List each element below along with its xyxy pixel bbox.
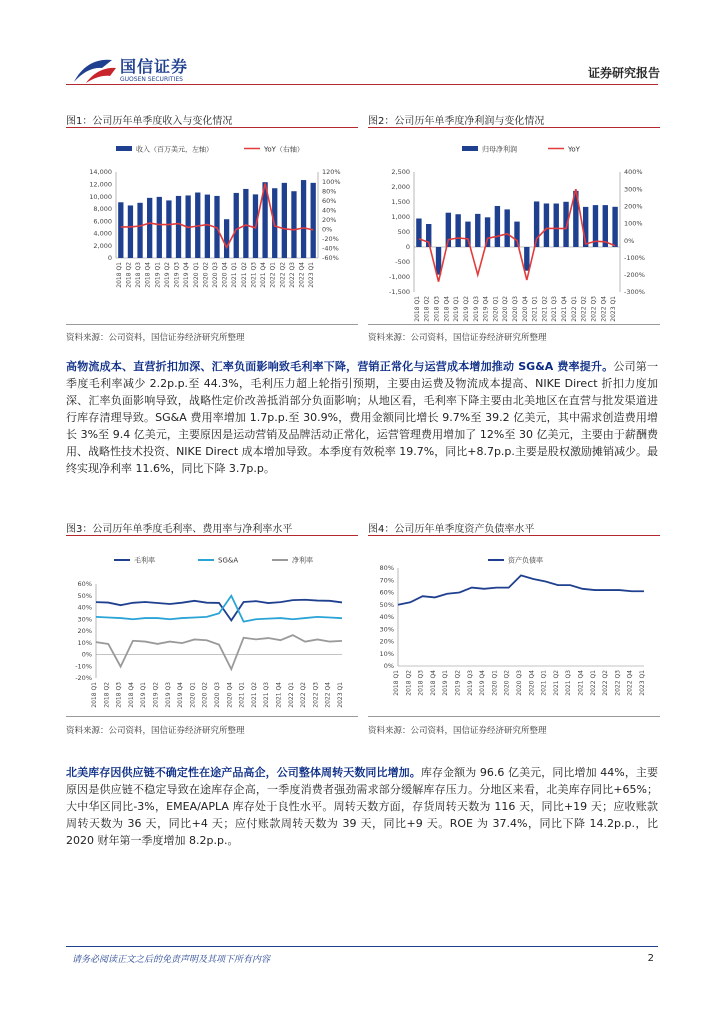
revenue-bar	[612, 207, 617, 247]
revenue-bar	[455, 214, 460, 247]
x-tick-label: 2018 Q3	[417, 670, 425, 696]
x-tick-label: 2018 Q1	[115, 262, 123, 288]
revenue-bar	[243, 189, 248, 258]
y-left-tick-label: 2,500	[391, 168, 410, 177]
x-tick-label: 2019 Q4	[183, 262, 191, 288]
y-tick-label: 80%	[379, 564, 394, 573]
x-tick-label: 2023 Q1	[610, 296, 618, 322]
y-right-tick-label: -200%	[624, 271, 645, 280]
x-tick-label: 2021 Q4	[260, 262, 268, 288]
legend-label: 净利率	[292, 556, 313, 565]
revenue-bar	[495, 206, 500, 247]
revenue-bar	[416, 219, 421, 248]
y-left-tick-label: 10,000	[89, 192, 112, 201]
y-tick-label: 50%	[379, 600, 394, 609]
y-left-tick-label: 12,000	[89, 180, 112, 189]
x-tick-label: 2023 Q1	[639, 670, 646, 696]
x-tick-label: 2022 Q1	[570, 296, 578, 322]
figure4-title: 图4：公司历年单季度资产负债率水平	[368, 524, 535, 535]
x-tick-label: 2018 Q1	[393, 670, 400, 696]
legend-line-label: YoY（右轴）	[264, 145, 304, 154]
x-tick-label: 2019 Q1	[442, 670, 450, 696]
x-tick-label: 2022 Q2	[279, 262, 287, 288]
footer-rule	[66, 946, 658, 947]
x-tick-label: 2020 Q4	[226, 682, 234, 708]
figure3-source: 资料来源：公司资料，国信证券经济研究所整理	[66, 726, 245, 736]
paragraph-inventory	[66, 764, 658, 849]
x-tick-label: 2019 Q1	[154, 262, 162, 288]
x-tick-label: 2020 Q4	[521, 296, 529, 322]
revenue-bar	[563, 202, 568, 247]
x-tick-label: 2020 Q4	[221, 262, 229, 288]
x-tick-label: 2022 Q3	[312, 682, 320, 708]
legend-label: SG&A	[218, 556, 239, 565]
y-tick-label: 0%	[81, 650, 92, 659]
figure2-source: 资料来源：公司资料，国信证券经济研究所整理	[368, 333, 547, 343]
x-tick-label: 2020 Q1	[189, 682, 197, 708]
x-tick-label: 2022 Q3	[614, 670, 622, 696]
x-tick-label: 2023 Q1	[308, 262, 316, 288]
figure2-rule	[368, 127, 660, 128]
footer-disclaimer: 请务必阅读正文之后的免责声明及其项下所有内容	[72, 955, 271, 965]
revenue-bar	[224, 219, 229, 258]
x-tick-label: 2018 Q2	[405, 670, 413, 696]
net-income-chart	[368, 132, 660, 322]
x-tick-label: 2019 Q1	[140, 682, 148, 708]
x-tick-label: 2023 Q1	[337, 682, 344, 708]
revenue-bar	[157, 197, 162, 258]
y-left-tick-label: 14,000	[89, 168, 112, 177]
y-tick-label: 50%	[77, 591, 92, 600]
x-tick-label: 2021 Q2	[250, 682, 258, 708]
x-tick-label: 2021 Q3	[551, 296, 559, 322]
header-rule	[66, 84, 658, 85]
paragraph-margins-lead: 高物流成本、直营折扣加深、汇率负面影响致毛利率下降，营销正常化与运营成本增加推动 SG&A 费率提升。	[66, 360, 614, 373]
revenue-bar	[128, 205, 133, 258]
revenue-bar	[603, 205, 608, 247]
x-tick-label: 2022 Q4	[298, 262, 306, 288]
y-tick-label: 30%	[379, 625, 394, 634]
x-tick-label: 2022 Q2	[580, 296, 588, 322]
x-tick-label: 2022 Q1	[269, 262, 277, 288]
revenue-bar	[475, 214, 480, 247]
revenue-bar	[137, 203, 142, 258]
revenue-bar	[147, 198, 152, 258]
revenue-bar	[301, 180, 306, 258]
y-right-tick-label: 0%	[322, 225, 333, 234]
y-left-tick-label: -500	[395, 258, 410, 267]
x-tick-label: 2020 Q1	[192, 262, 200, 288]
x-tick-label: 2020 Q3	[516, 670, 523, 696]
x-tick-label: 2019 Q2	[152, 682, 160, 708]
x-tick-label: 2021 Q4	[577, 670, 585, 696]
y-right-tick-label: -100%	[624, 253, 645, 262]
y-tick-label: 30%	[77, 615, 92, 624]
x-tick-label: 2019 Q3	[466, 670, 474, 696]
x-tick-label: 2021 Q4	[561, 296, 569, 322]
x-tick-label: 2022 Q1	[287, 682, 295, 708]
x-tick-label: 2022 Q3	[590, 296, 598, 322]
revenue-bar	[554, 204, 559, 247]
y-right-tick-label: 60%	[322, 196, 337, 205]
x-tick-label: 2021 Q2	[541, 296, 549, 322]
y-tick-label: 60%	[379, 588, 394, 597]
y-right-tick-label: 120%	[322, 168, 341, 177]
y-tick-label: -20%	[75, 674, 92, 683]
y-left-tick-label: 0	[107, 254, 112, 263]
series-line	[398, 575, 644, 604]
brand-name-en: GUOSEN SECURITIES	[120, 76, 183, 83]
y-tick-label: 60%	[77, 580, 92, 589]
y-left-tick-label: 4,000	[93, 229, 112, 238]
x-tick-label: 2018 Q4	[429, 670, 437, 696]
x-tick-label: 2019 Q1	[453, 296, 461, 322]
revenue-bar	[282, 183, 287, 258]
y-right-tick-label: 80%	[322, 187, 337, 196]
y-right-tick-label: -60%	[322, 254, 339, 263]
guosen-logo	[72, 52, 196, 86]
paragraph-margins	[66, 358, 658, 477]
x-tick-label: 2019 Q3	[472, 296, 480, 322]
x-tick-label: 2021 Q4	[275, 682, 283, 708]
y-right-tick-label: 20%	[322, 215, 337, 224]
revenue-bar	[166, 200, 171, 258]
y-right-tick-label: 40%	[322, 206, 337, 215]
figure2-bottom-rule	[368, 324, 660, 325]
revenue-bar	[234, 193, 239, 258]
x-tick-label: 2022 Q2	[300, 682, 308, 708]
x-tick-label: 2020 Q3	[512, 296, 519, 322]
revenue-bar	[205, 195, 210, 258]
x-tick-label: 2018 Q3	[135, 262, 143, 288]
revenue-bar	[524, 247, 529, 271]
legend-label: 资产负债率	[508, 556, 543, 565]
paragraph-inventory-lead: 北美库存因供应链不确定性在途产品高企，公司整体周转天数同比增加。	[66, 766, 421, 779]
paragraph-margins-body: 公司第一季度毛利率减少 2.2p.p.至 44.3%，毛利压力超上轮指引预期，主要由运费及物流成本提高、NIKE Direct 折扣力度加深、汇率负面影响导致，战略性定价改善抵消部分负面影响；从地区看，毛利率下降主要由北美地区在直营与批发渠道进行库存清理导致。SG&A 费用率增加 1.7p.p.至 30.9%，费用金额同比增长 9.7%至 39.2 亿美元，其中需求创造费用增长 3%至 9.4 亿美元，主要原因是运动营销及品牌活动正常化，运营管理费用增加了 12%至 30 亿美元，主要由于薪酬费用、战略性技术投资、NIKE Direct 成本增加导致。本季度有效税率 19.7%，同比+8.7p.p.主要是股权激励摊销减少。最终实现净利率 11.6%，同比下降 3.7p.p。	[66, 360, 659, 475]
series-line	[96, 635, 342, 669]
x-tick-label: 2018 Q2	[103, 682, 111, 708]
revenue-chart	[66, 132, 358, 322]
figure3-rule	[66, 535, 358, 536]
y-left-tick-label: 0	[405, 243, 410, 252]
x-tick-label: 2019 Q2	[462, 296, 470, 322]
y-right-tick-label: -40%	[322, 244, 339, 253]
y-left-tick-label: 500	[397, 228, 410, 237]
x-tick-label: 2020 Q2	[202, 262, 210, 288]
revenue-bar	[176, 196, 181, 258]
y-right-tick-label: 200%	[624, 202, 643, 211]
x-tick-label: 2021 Q3	[250, 262, 258, 288]
x-tick-label: 2018 Q1	[91, 682, 98, 708]
x-tick-label: 2020 Q3	[214, 682, 221, 708]
x-tick-label: 2021 Q1	[231, 262, 239, 288]
y-right-tick-label: -20%	[322, 235, 339, 244]
margins-chart	[66, 540, 358, 712]
x-tick-label: 2018 Q4	[144, 262, 152, 288]
y-right-tick-label: -300%	[624, 288, 645, 297]
figure3-bottom-rule	[66, 716, 358, 717]
x-tick-label: 2021 Q3	[565, 670, 573, 696]
figure4-source: 资料来源：公司资料，国信证券经济研究所整理	[368, 726, 547, 736]
legend-line-label: YoY	[568, 145, 580, 154]
x-tick-label: 2022 Q4	[626, 670, 634, 696]
figure3-title: 图3：公司历年单季度毛利率、费用率与净利率水平	[66, 524, 293, 535]
report-type: 证券研究报告	[587, 66, 660, 80]
y-left-tick-label: 2,000	[93, 241, 112, 250]
x-tick-label: 2020 Q2	[502, 296, 510, 322]
x-tick-label: 2019 Q3	[173, 262, 181, 288]
x-tick-label: 2022 Q1	[589, 670, 597, 696]
debt-ratio-chart	[368, 540, 660, 712]
brand-name-cn: 国信证券	[120, 57, 189, 76]
revenue-bar	[504, 209, 509, 247]
figure4-bottom-rule	[368, 716, 660, 717]
y-right-tick-label: 100%	[322, 177, 341, 186]
y-left-tick-label: 1,500	[391, 198, 410, 207]
figure1-bottom-rule	[66, 324, 358, 325]
x-tick-label: 2020 Q1	[491, 670, 499, 696]
figure4-rule	[368, 535, 660, 536]
x-tick-label: 2019 Q2	[163, 262, 171, 288]
x-tick-label: 2019 Q3	[164, 682, 172, 708]
y-tick-label: 40%	[77, 603, 92, 612]
legend-bar-swatch	[462, 146, 478, 151]
y-tick-label: -10%	[75, 662, 92, 671]
figure1-rule	[66, 127, 358, 128]
x-tick-label: 2021 Q3	[263, 682, 271, 708]
x-tick-label: 2019 Q2	[454, 670, 462, 696]
x-tick-label: 2018 Q2	[423, 296, 431, 322]
revenue-bar	[291, 191, 296, 258]
y-left-tick-label: -1,000	[389, 273, 410, 282]
legend-label: 毛利率	[134, 556, 155, 565]
y-left-tick-label: -1,500	[389, 288, 410, 297]
x-tick-label: 2020 Q4	[528, 670, 536, 696]
x-tick-label: 2018 Q1	[413, 296, 421, 322]
y-tick-label: 10%	[77, 638, 92, 647]
y-tick-label: 0%	[383, 662, 394, 671]
y-tick-label: 20%	[77, 627, 92, 636]
y-left-tick-label: 2,000	[391, 183, 410, 192]
figure2-title: 图2：公司历年单季度净利润与变化情况	[368, 116, 545, 127]
revenue-bar	[544, 203, 549, 247]
y-tick-label: 70%	[379, 576, 394, 585]
figure1-title: 图1：公司历年单季度收入与变化情况	[66, 116, 233, 127]
page-number: 2	[647, 953, 654, 964]
x-tick-label: 2019 Q4	[482, 296, 490, 322]
x-tick-label: 2022 Q4	[600, 296, 608, 322]
x-tick-label: 2019 Q4	[177, 682, 185, 708]
x-tick-label: 2018 Q3	[115, 682, 123, 708]
x-tick-label: 2018 Q2	[125, 262, 133, 288]
x-tick-label: 2020 Q2	[201, 682, 209, 708]
x-tick-label: 2022 Q4	[324, 682, 332, 708]
legend-bar-swatch	[116, 146, 132, 151]
y-left-tick-label: 1,000	[391, 213, 410, 222]
revenue-bar	[311, 183, 316, 258]
x-tick-label: 2020 Q1	[492, 296, 500, 322]
x-tick-label: 2022 Q3	[288, 262, 296, 288]
x-tick-label: 2020 Q2	[503, 670, 511, 696]
y-right-tick-label: 300%	[624, 185, 643, 194]
x-tick-label: 2020 Q3	[212, 262, 219, 288]
y-left-tick-label: 6,000	[93, 217, 112, 226]
y-tick-label: 20%	[379, 637, 394, 646]
x-tick-label: 2021 Q1	[540, 670, 548, 696]
y-right-tick-label: 400%	[624, 168, 643, 177]
x-tick-label: 2021 Q2	[240, 262, 248, 288]
y-tick-label: 40%	[379, 613, 394, 622]
x-tick-label: 2021 Q1	[238, 682, 246, 708]
x-tick-label: 2018 Q3	[433, 296, 441, 322]
y-right-tick-label: 100%	[624, 219, 643, 228]
x-tick-label: 2021 Q1	[531, 296, 539, 322]
x-tick-label: 2019 Q4	[479, 670, 487, 696]
legend-bar-label: 归母净利润	[482, 145, 517, 154]
x-tick-label: 2018 Q4	[443, 296, 451, 322]
revenue-bar	[118, 202, 123, 258]
legend-bar-label: 收入（百万美元，左轴）	[136, 145, 213, 154]
x-tick-label: 2018 Q4	[127, 682, 135, 708]
paragraph-inventory-body: 库存金额为 96.6 亿美元，同比增加 44%，主要原因是供应链不稳定导致在途库存企高，一季度消费者强劲需求部分缓解库存压力。分地区来看，北美库存同比+65%；大中华区同比-3%，EMEA/APLA 库存处于良性水平。周转天数方面，存货周转天数为 116 天，同比+19 天；应收账款周转天数为 36 天，同比+4 天；应付账款周转天数为 39 天，同比+9 天。ROE 为 37.4%，同比下降 14.2p.p.，比 2020 财年第一季度增加 8.2p.p.。	[66, 766, 659, 847]
y-left-tick-label: 8,000	[93, 205, 112, 214]
figure1-source: 资料来源：公司资料，国信证券经济研究所整理	[66, 333, 245, 343]
y-right-tick-label: 0%	[624, 236, 635, 245]
x-tick-label: 2021 Q2	[552, 670, 560, 696]
x-tick-label: 2022 Q2	[602, 670, 610, 696]
y-tick-label: 10%	[379, 649, 394, 658]
